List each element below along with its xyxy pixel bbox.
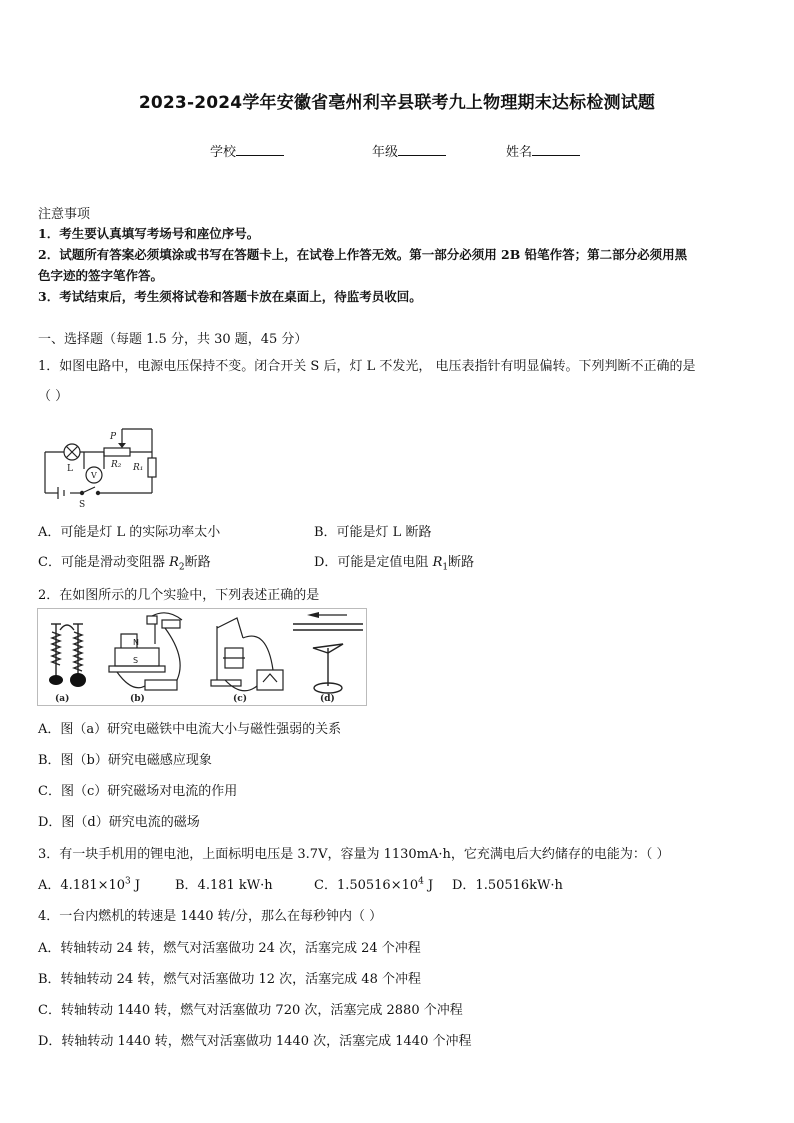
q3-option-c: [314, 874, 433, 893]
q3-option-a-exp: 3: [125, 876, 131, 887]
fig-b-label-s: S: [133, 656, 139, 665]
name-label: 姓名: [506, 145, 533, 160]
fig-c-force-on-current: [211, 618, 283, 691]
q1-option-c: [38, 551, 211, 573]
grade-blank: [398, 143, 446, 156]
q3-option-c-unit: J: [423, 878, 434, 893]
grade-field: [372, 141, 446, 160]
notes-heading: 注意事项: [38, 207, 91, 222]
school-label: 学校: [210, 145, 237, 160]
fig-label-c: (c): [233, 694, 247, 704]
q1-option-b: B．可能是灯 L 断路: [314, 525, 432, 540]
q1-option-c-tail: 断路: [184, 555, 211, 570]
q1-circuit-diagram: [40, 425, 165, 510]
q3-option-b: B．4.181 kW·h: [175, 878, 273, 893]
q3-option-d: D．1.50516kW·h: [452, 878, 563, 893]
q4-stem: 4．一台内燃机的转速是 1440 转/分，那么在每秒钟内（ ）: [38, 909, 383, 924]
q1-option-d-symbol: R: [432, 555, 443, 570]
q3-option-c-text: C．1.50516×10: [314, 878, 419, 893]
q2-option-a: A．图（a）研究电磁铁中电流大小与磁性强弱的关系: [38, 722, 342, 737]
note-item: 3．考试结束后，考生须将试卷和答题卡放在桌面上，待监考员收回。: [38, 289, 422, 304]
q3-option-c-exp: 4: [418, 876, 424, 887]
q4-option-d: D．转轴转动 1440 转，燃气对活塞做功 1440 次，活塞完成 1440 个冲程: [38, 1034, 472, 1049]
grade-label: 年级: [372, 145, 399, 160]
section-heading: 一、选择题（每题 1.5 分，共 30 题，45 分）: [38, 332, 308, 347]
fig-b-label-n: N: [133, 638, 139, 647]
fig-a-electromagnets: [51, 624, 83, 676]
q2-option-b: B．图（b）研究电磁感应现象: [38, 753, 212, 768]
q4-option-c: C．转轴转动 1440 转，燃气对活塞做功 720 次，活塞完成 2880 个冲程: [38, 1003, 463, 1018]
fig-a-pins-left: [49, 675, 63, 685]
q1-option-c-sub: 2: [178, 562, 185, 573]
q2-experiment-figure: [37, 608, 367, 706]
q1-stem: 1．如图电路中，电源电压保持不变。闭合开关 S 后，灯 L 不发光， 电压表指针有明显偏转。下列判断不正确的是: [38, 359, 696, 374]
q3-option-a: [38, 874, 140, 893]
fig-label-b: (b): [130, 694, 145, 704]
name-blank: [532, 143, 580, 156]
label-v: V: [91, 471, 97, 480]
fig-b-induction: [109, 613, 182, 690]
q3-option-a-unit: J: [130, 878, 141, 893]
slider-arrow: [118, 443, 126, 448]
q1-paren: （ ）: [38, 389, 69, 404]
label-r2: R₂: [111, 460, 122, 470]
name-field: [506, 141, 580, 160]
q2-option-d: D．图（d）研究电流的磁场: [38, 815, 200, 830]
q2-option-c: C．图（c）研究磁场对电流的作用: [38, 784, 238, 799]
fig-a-pins-right: [70, 673, 86, 687]
q3-stem: 3．有一块手机用的锂电池，上面标明电压是 3.7V，容量为 1130mA·h，它充满电后大约储存的电能为：（ ）: [38, 847, 670, 862]
q4-option-a: A．转轴转动 24 转，燃气对活塞做功 24 次，活塞完成 24 个冲程: [38, 941, 421, 956]
label-r1: R₁: [133, 463, 144, 473]
q3-option-a-text: A．4.181×10: [38, 878, 126, 893]
fig-d-oersted: [293, 624, 363, 693]
q1-option-a: A．可能是灯 L 的实际功率太小: [38, 525, 221, 540]
label-p: P: [110, 432, 117, 442]
q1-option-d-tail: 断路: [448, 555, 475, 570]
q1-option-d: [314, 551, 474, 573]
q1-option-d-sub: 1: [442, 562, 449, 573]
label-l: L: [67, 464, 73, 474]
note-item: 色字迹的签字笔作答。: [38, 268, 164, 283]
note-item: 1．考生要认真填写考场号和座位序号。: [38, 226, 260, 241]
school-blank: [236, 143, 284, 156]
q2-stem: 2．在如图所示的几个实验中，下列表述正确的是: [38, 588, 320, 603]
q1-option-c-symbol: R: [169, 555, 179, 570]
q4-option-b: B．转轴转动 24 转，燃气对活塞做功 12 次，活塞完成 48 个冲程: [38, 972, 421, 987]
label-s: S: [79, 500, 86, 510]
q1-option-c-text: C．可能是滑动变阻器: [38, 555, 170, 570]
note-item: 2．试题所有答案必须填涂或书写在答题卡上，在试卷上作答无效。第一部分必须用 2B 铅笔作答；第二部分必须用黑: [38, 247, 688, 262]
q1-option-d-text: D．可能是定值电阻: [314, 555, 433, 570]
fig-label-d: (d): [320, 694, 335, 704]
school-field: [210, 141, 284, 160]
fig-label-a: (a): [55, 694, 70, 704]
page-title: 2023-2024学年安徽省亳州利辛县联考九上物理期末达标检测试题: [138, 93, 656, 113]
